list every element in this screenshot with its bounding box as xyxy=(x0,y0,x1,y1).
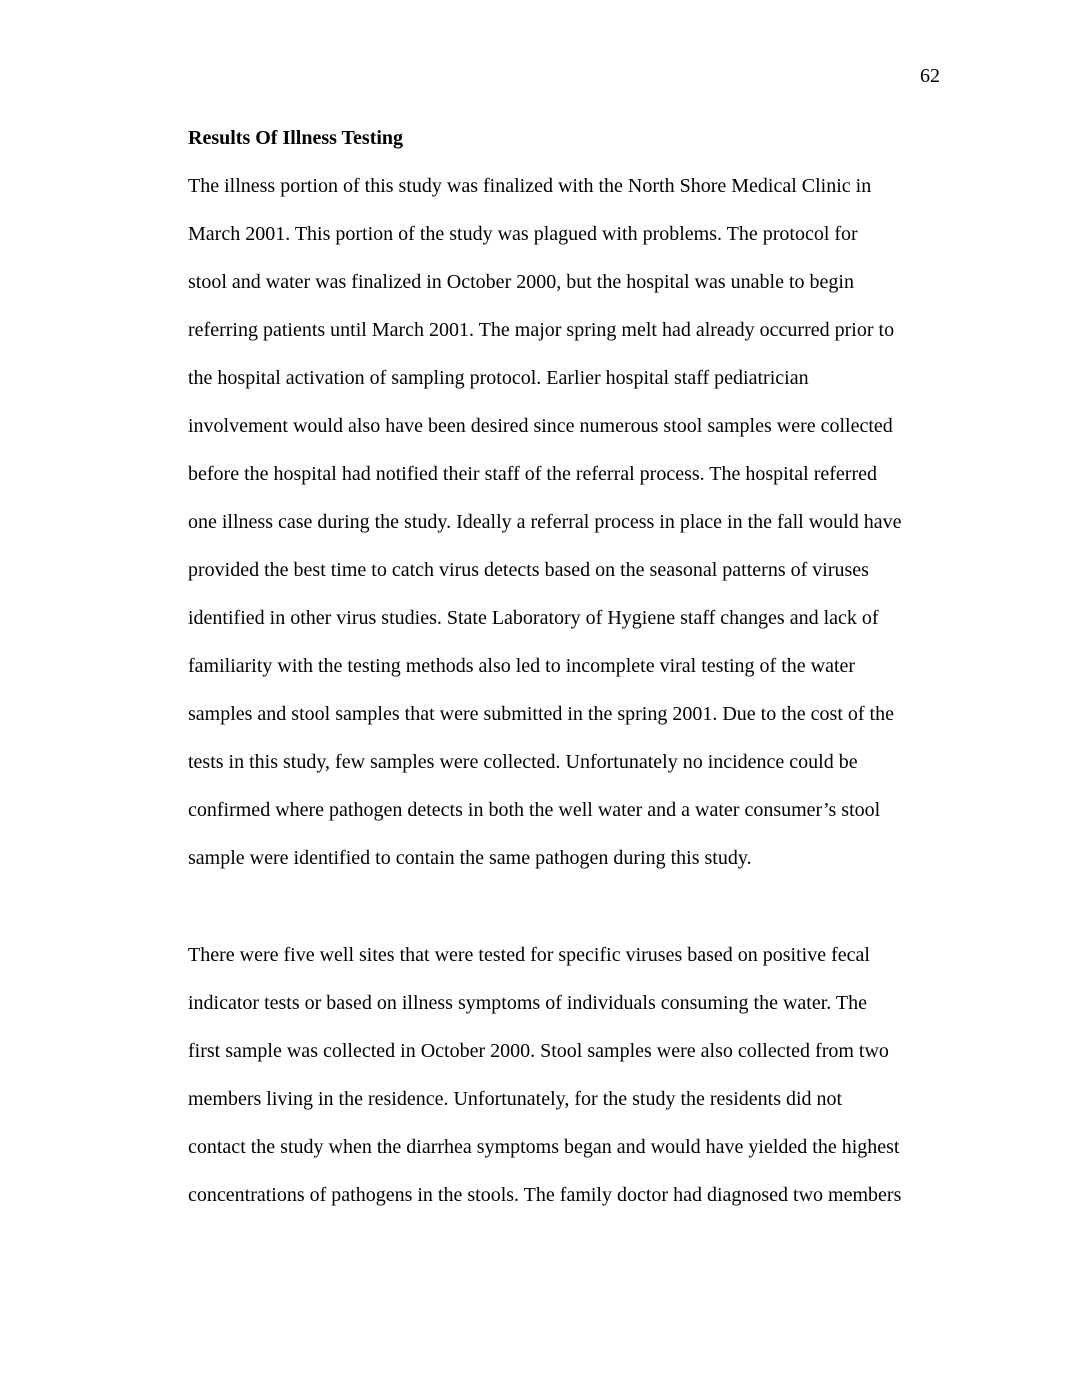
page-number: 62 xyxy=(920,65,940,87)
paragraph-line: identified in other virus studies. State Laboratory of Hygiene staff changes and lack of xyxy=(188,607,879,629)
paragraph-line: members living in the residence. Unfortunately, for the study the residents did not xyxy=(188,1088,843,1110)
paragraph-line: familiarity with the testing methods also led to incomplete viral testing of the water xyxy=(188,655,856,677)
paragraph-line: before the hospital had notified their staff of the referral process. The hospital referred xyxy=(188,463,877,485)
paragraph-line: first sample was collected in October 2000. Stool samples were also collected from two xyxy=(188,1040,889,1062)
paragraph-line: provided the best time to catch virus detects based on the seasonal patterns of viruses xyxy=(188,559,869,581)
paragraph-line: concentrations of pathogens in the stools. The family doctor had diagnosed two members xyxy=(188,1184,902,1206)
paragraph-line: indicator tests or based on illness symptoms of individuals consuming the water. The xyxy=(188,992,867,1014)
section-heading: Results Of Illness Testing xyxy=(188,127,404,149)
paragraph-line: the hospital activation of sampling protocol. Earlier hospital staff pediatrician xyxy=(188,367,809,389)
paragraph-line: referring patients until March 2001. The major spring melt had already occurred prior to xyxy=(188,319,895,341)
paragraph-line: The illness portion of this study was finalized with the North Shore Medical Clinic in xyxy=(188,175,872,197)
paragraph-line: March 2001. This portion of the study was plagued with problems. The protocol for xyxy=(188,223,858,245)
paragraph-line: one illness case during the study. Ideally a referral process in place in the fall would have xyxy=(188,511,902,533)
paragraph-line: sample were identified to contain the same pathogen during this study. xyxy=(188,847,752,869)
paragraph-line: tests in this study, few samples were collected. Unfortunately no incidence could be xyxy=(188,751,858,773)
paragraph-line: stool and water was finalized in October 2000, but the hospital was unable to begin xyxy=(188,271,854,293)
paragraph-line: involvement would also have been desired since numerous stool samples were collected xyxy=(188,415,893,437)
paragraph-line: samples and stool samples that were submitted in the spring 2001. Due to the cost of the xyxy=(188,703,894,725)
paragraph-line: There were five well sites that were tested for specific viruses based on positive fecal xyxy=(188,944,870,966)
paragraph-line: contact the study when the diarrhea symptoms began and would have yielded the highest xyxy=(188,1136,900,1158)
paragraph-line: confirmed where pathogen detects in both the well water and a water consumer’s stool xyxy=(188,799,881,821)
